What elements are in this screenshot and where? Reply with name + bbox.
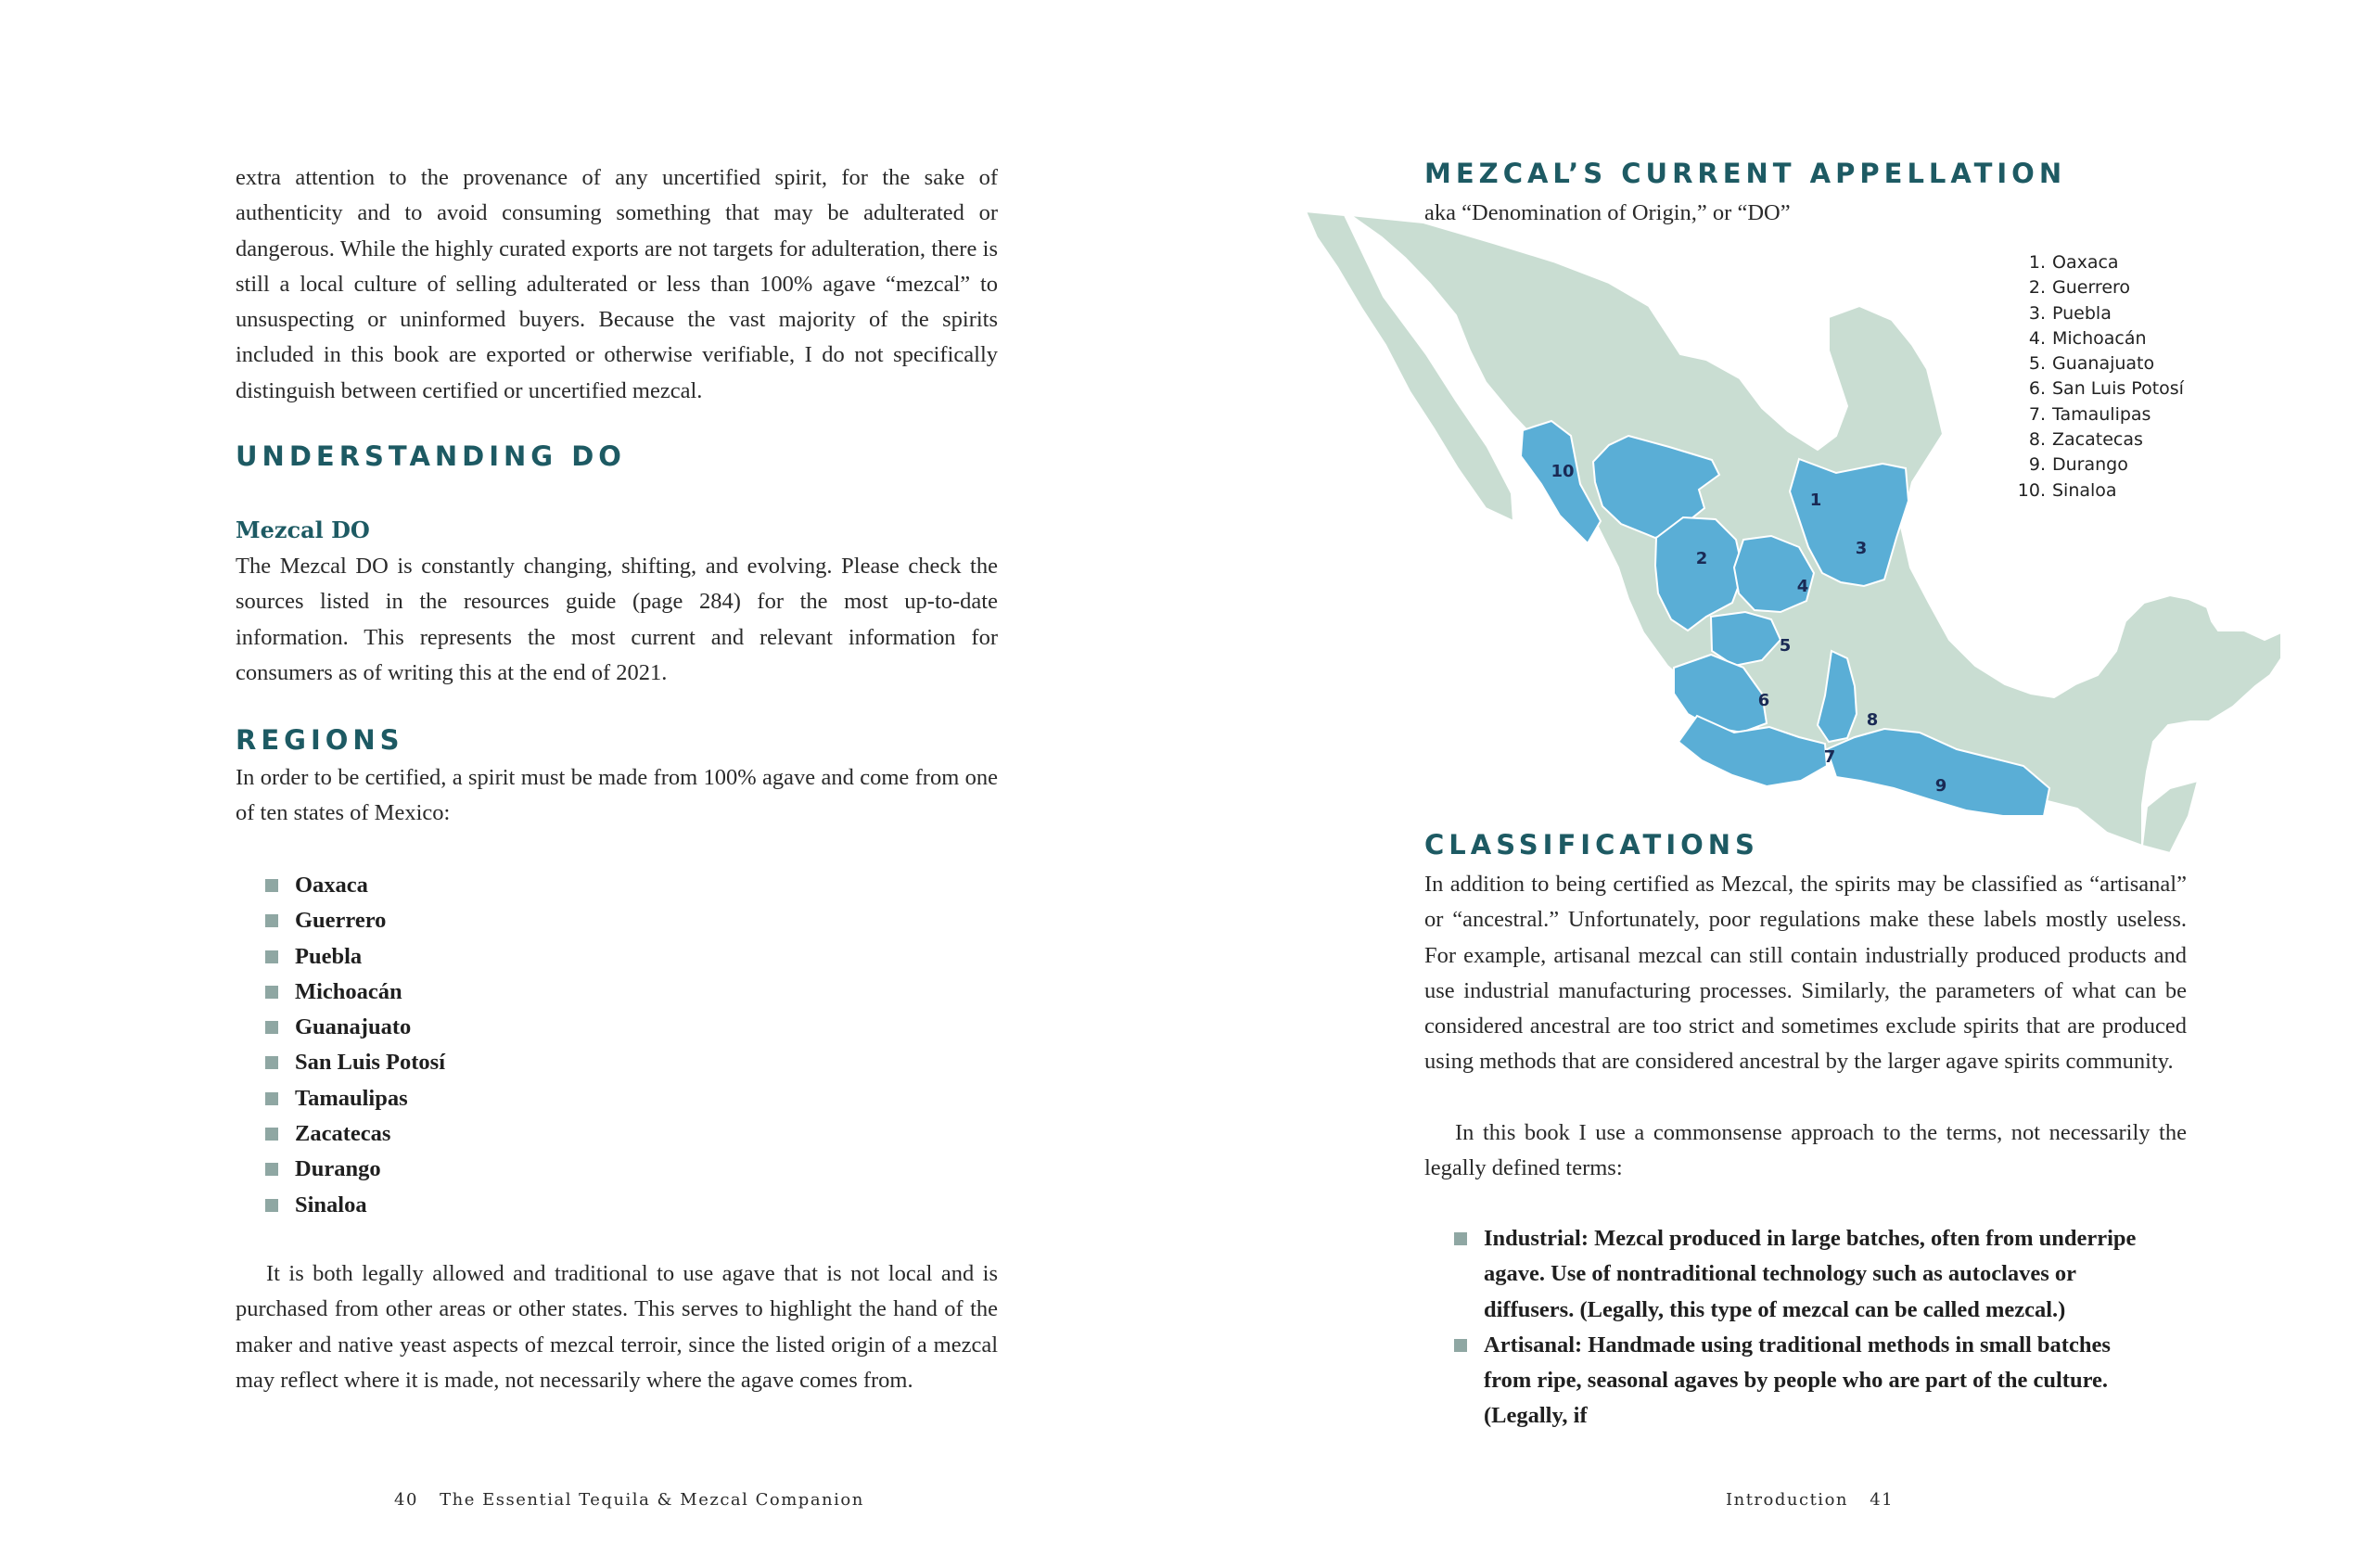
intro-paragraph: extra attention to the provenance of any uncertified spirit, for the sake of authenticity and to avoid consuming something that may be adulterated or dangerous. While the highly curated exports are not targets for adulteration, there is still a local culture of selling adulterated or less than 100% agave “mezcal” to unsuspecting or uninformed buyers. Because the vast majority of the spirits included in this book are exported or otherwise verifiable, I do not specifically distinguish between certified or uncertified mezcal. — [236, 165, 998, 403]
section-name: Introduction — [1726, 1490, 1848, 1510]
page-number: 40 — [394, 1490, 418, 1510]
list-item: Puebla — [265, 939, 729, 975]
list-item: Sinaloa — [265, 1188, 729, 1223]
region-label: 4 — [1796, 577, 1809, 596]
mexico-map — [1187, 0, 2374, 927]
region-label: 2 — [1695, 549, 1708, 568]
list-item: Durango — [265, 1152, 729, 1187]
closing-paragraph: It is both legally allowed and traditional to use agave that is not local and is purchased from other areas or other states. This serves to highlight the hand of the maker and native yeast aspects of mezcal terroir, since the listed origin of a mezcal may reflect where it is made, not necessarily where the agave comes from. — [236, 1261, 998, 1393]
legend-item: 2. Guerrero — [2028, 277, 2131, 299]
legend-item: 7. Tamaulipas — [2028, 403, 2151, 425]
list-item: San Luis Potosí — [265, 1045, 729, 1080]
list-item: Industrial: Mezcal produced in large batches, often from underripe agave. Use of nontraditional technology such as autoclaves or diffusers. (Legally, this type of mezcal can be called mezcal.) — [1454, 1221, 2137, 1328]
list-item: Zacatecas — [265, 1116, 729, 1152]
mezcal-do-paragraph: The Mezcal DO is constantly changing, shifting, and evolving. Please check the sources listed in the resources guide (page 284) for the most up-to-date information. This represents the most current and relevant information for consumers as of writing this at the end of 2021. — [236, 554, 998, 685]
terms-list — [1454, 1221, 2137, 1434]
region-label: 7 — [1823, 747, 1836, 767]
map-heading: MEZCAL’S CURRENT APPELLATION — [1424, 158, 2067, 189]
region-label: 1 — [1809, 491, 1822, 510]
classifications-paragraph-2: In this book I use a commonsense approach to the terms, not necessarily the legally defined terms: — [1424, 1120, 2187, 1181]
region-label: 5 — [1779, 636, 1792, 656]
map-subheading: aka “Denomination of Origin,” or “DO” — [1424, 200, 1791, 225]
page-number: 41 — [1870, 1490, 1895, 1510]
list-item: Guanajuato — [265, 1010, 729, 1045]
central-america-shape — [2142, 781, 2198, 853]
legend-item: 10. Sinaloa — [2017, 479, 2117, 501]
legend-item: 1. Oaxaca — [2028, 252, 2119, 273]
understanding-do-heading: UNDERSTANDING DO — [236, 440, 626, 472]
map-legend — [2014, 250, 2184, 504]
region-label: 9 — [1934, 776, 1947, 796]
right-page — [1187, 0, 2374, 1568]
legend-item: 9. Durango — [2028, 454, 2128, 476]
left-footer — [394, 1490, 864, 1510]
regions-paragraph: In order to be certified, a spirit must be made from 100% agave and come from one of ten states of Mexico: — [236, 765, 998, 826]
list-item: Oaxaca — [265, 868, 729, 903]
list-item: Michoacán — [265, 975, 729, 1010]
classifications-paragraph-1: In addition to being certified as Mezcal, the spirits may be classified as “artisanal” or “ancestral.” Unfortunately, poor regulations make these labels mostly useless. For example, artisanal mezcal can still contain industrially produced products and use industrial manufacturing processes. Similarly, the parameters of what can be considered ancestral are too strict and sometimes exclude spirits that are produced using methods that are considered ancestral by the larger agave spirits community. — [1424, 872, 2187, 1075]
legend-item: 3. Puebla — [2028, 302, 2112, 324]
states-list — [265, 868, 729, 1223]
region-label: 6 — [1757, 691, 1770, 710]
book-title: The Essential Tequila & Mezcal Companion — [440, 1490, 864, 1510]
list-item: Artisanal: Handmade using traditional methods in small batches from ripe, seasonal agaves by people who are part of the culture. (Legally, if — [1454, 1328, 2137, 1434]
legend-item: 8. Zacatecas — [2028, 429, 2143, 451]
classifications-heading: CLASSIFICATIONS — [1424, 829, 1759, 860]
regions-heading: REGIONS — [236, 724, 404, 756]
region-label: 10 — [1551, 462, 1575, 481]
region-label: 3 — [1855, 539, 1868, 558]
legend-item: 5. Guanajuato — [2028, 353, 2155, 375]
mezcal-do-subheading: Mezcal DO — [236, 516, 370, 543]
list-item: Tamaulipas — [265, 1081, 729, 1116]
legend-item: 4. Michoacán — [2028, 327, 2147, 349]
list-item: Guerrero — [265, 903, 729, 938]
region-label: 8 — [1866, 710, 1879, 730]
right-footer — [1726, 1490, 1894, 1510]
legend-item: 6. San Luis Potosí — [2028, 378, 2184, 400]
